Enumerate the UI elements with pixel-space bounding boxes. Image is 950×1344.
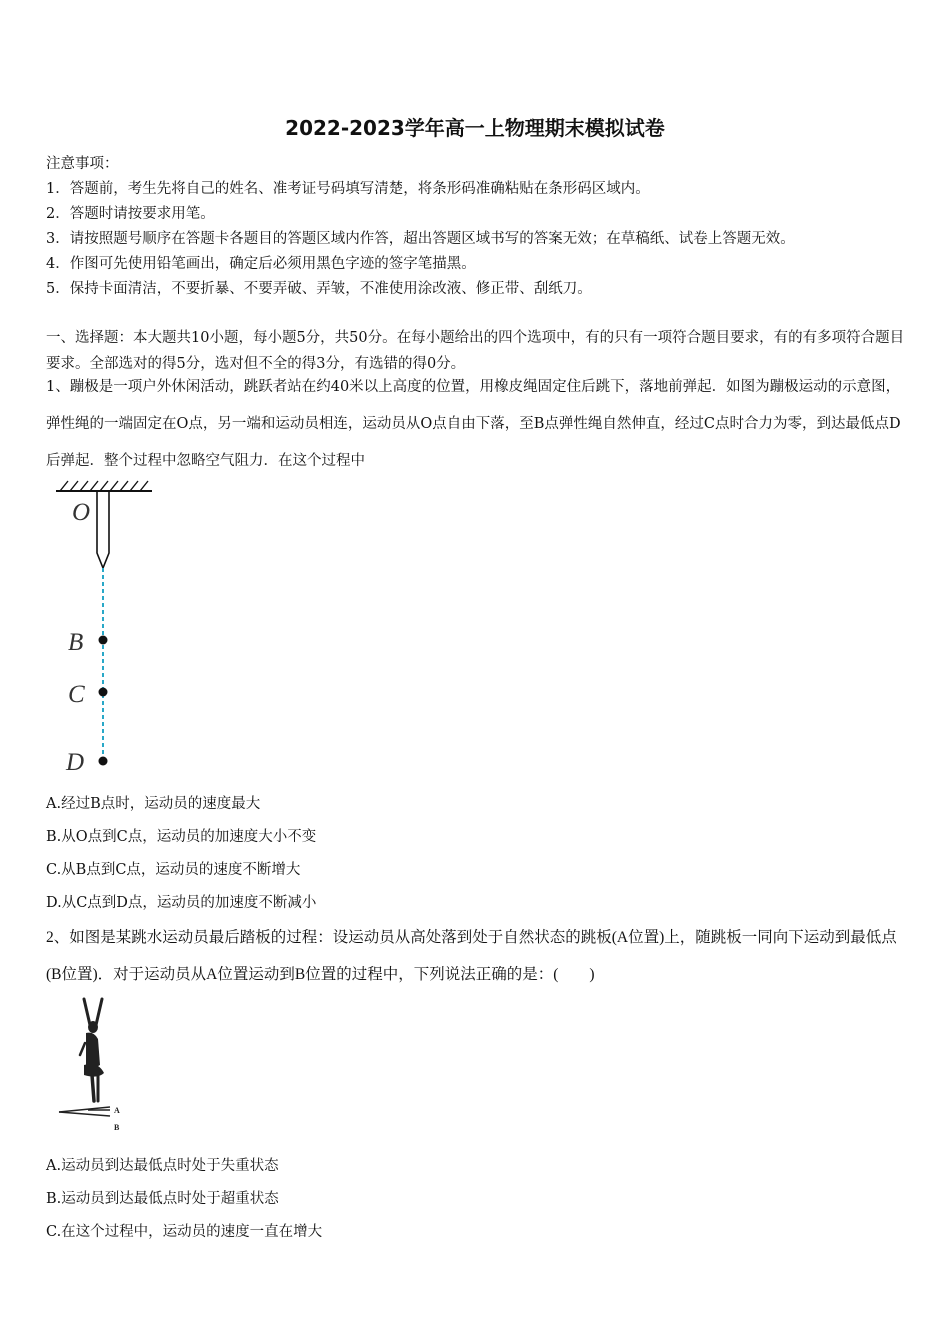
notice-heading: 注意事项： [46,156,119,172]
notice-item: 4．作图可先使用铅笔画出，确定后必须用黑色字迹的签字笔描黑。 [46,256,476,272]
section-heading: 一、选择题：本大题共10小题，每小题5分，共50分。在每小题给出的四个选项中，有的只有一项符合题目要求，有的有多项符合题目要求。全部选对的得5分，选对但不全的得3分，有选错的得0分。 [46,330,905,372]
notice-item: 3．请按照题号顺序在答题卡各题目的答题区域内作答，超出答题区域书写的答案无效；在草稿纸、试卷上答题无效。 [46,231,795,247]
q2-option-a: A.运动员到达最低点时处于失重状态 [46,1158,279,1174]
q2-option-c: C.在这个过程中，运动员的速度一直在增大 [46,1224,323,1240]
q1-option-a: A.经过B点时，运动员的速度最大 [46,796,261,812]
label-a: A [114,1106,120,1115]
label-o: O [72,499,91,526]
question-1-stem: 1、蹦极是一项户外休闲活动，跳跃者站在约40米以上高度的位置，用橡皮绳固定住后跳下，落地前弹起．如图为蹦极运动的示意图，弹性绳的一端固定在O点，另一端和运动员相连，运动员从O点自由下落，至B点弹性绳自然伸直，经过C点时合力为零，到达最低点D后弹起．整个过程中忽略空气阻力．在这个过程中 [46,379,901,469]
label-b: B [114,1123,120,1132]
q1-option-d: D.从C点到D点，运动员的加速度不断减小 [46,895,317,911]
bungee-diagram [52,478,162,778]
question-2-stem: 2、如图是某跳水运动员最后踏板的过程：设运动员从高处落到处于自然状态的跳板(A位置)上，随跳板一同向下运动到最低点(B位置)．对于运动员从A位置运动到B位置的过程中，下列说法正确的是：( ) [46,929,897,983]
notice-item: 1．答题前，考生先将自己的姓名、准考证号码填写清楚，将条形码准确粘贴在条形码区域内。 [46,181,650,197]
q1-option-c: C.从B点到C点，运动员的速度不断增大 [46,862,301,878]
notice-item: 5．保持卡面清洁，不要折暴、不要弄破、弄皱，不准使用涂改液、修正带、刮纸刀。 [46,281,592,297]
q1-option-b: B.从O点到C点，运动员的加速度大小不变 [46,829,317,845]
diver-diagram [54,995,144,1140]
notice-item: 2．答题时请按要求用笔。 [46,206,215,222]
page-title: 2022-2023学年高一上物理期末模拟试卷 [285,116,665,140]
q2-option-b: B.运动员到达最低点时处于超重状态 [46,1191,279,1207]
label-d: D [66,749,85,776]
label-c: C [68,681,85,708]
label-b: B [68,629,84,656]
